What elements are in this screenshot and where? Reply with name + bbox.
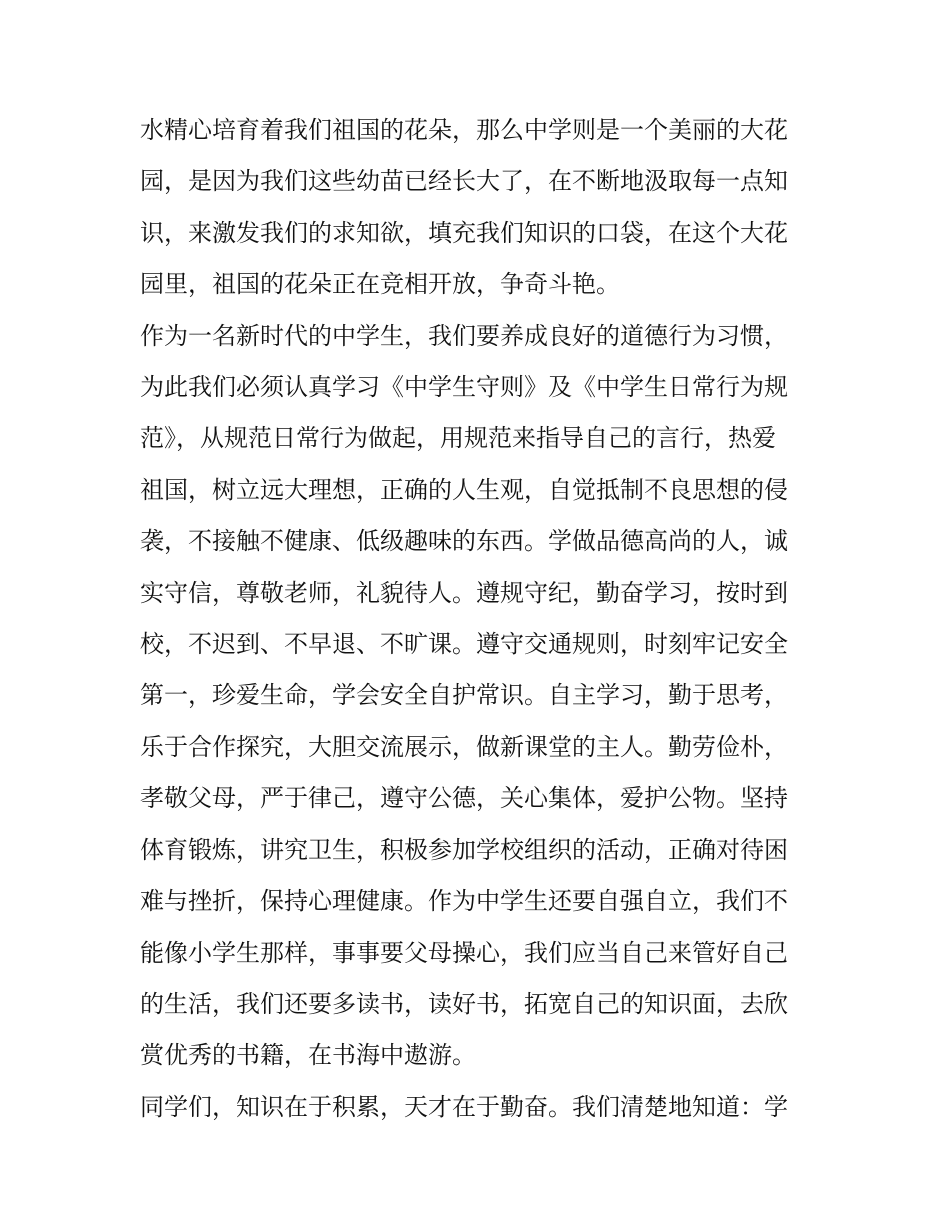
text-line: 水精心培育着我们祖国的花朵，那么中学则是一个美丽的大花 bbox=[140, 116, 788, 144]
text-line: 校，不迟到、不早退、不旷课。遵守交通规则，时刻牢记安全 bbox=[140, 630, 788, 659]
text-line: 的生活，我们还要多读书，读好书，拓宽自己的知识面，去欣 bbox=[140, 989, 788, 1018]
text-line: 乐于合作探究，大胆交流展示，做新课堂的主人。勤劳俭朴， bbox=[140, 732, 788, 761]
text-line: 能像小学生那样，事事要父母操心，我们应当自己来管好自己 bbox=[140, 938, 788, 967]
text-line: 园，是因为我们这些幼苗已经长大了，在不断地汲取每一点知 bbox=[140, 167, 788, 196]
text-line: 第一，珍爱生命，学会安全自护常识。自主学习，勤于思考， bbox=[140, 681, 788, 710]
text-line: 袭，不接触不健康、低级趣味的东西。学做品德高尚的人，诚 bbox=[140, 527, 788, 556]
text-line: 园里，祖国的花朵正在竞相开放，争奇斗艳。 bbox=[140, 270, 620, 299]
text-line: 为此我们必须认真学习《中学生守则》及《中学生日常行为规 bbox=[140, 373, 788, 402]
text-line: 范》，从规范日常行为做起，用规范来指导自己的言行，热爱 bbox=[140, 424, 776, 453]
paragraph-2 bbox=[140, 311, 820, 1082]
text-line: 难与挫折，保持心理健康。作为中学生还要自强自立，我们不 bbox=[140, 887, 788, 916]
paragraph-3 bbox=[140, 1082, 820, 1133]
text-line: 孝敬父母，严于律己，遵守公德，关心集体，爱护公物。坚持 bbox=[140, 784, 788, 813]
text-line: 赏优秀的书籍，在书海中遨游。 bbox=[140, 1041, 476, 1070]
text-line: 祖国，树立远大理想，正确的人生观，自觉抵制不良思想的侵 bbox=[140, 475, 788, 504]
body-text bbox=[140, 105, 820, 1133]
text-line: 体育锻炼，讲究卫生，积极参加学校组织的活动，正确对待困 bbox=[140, 835, 788, 864]
paragraph-1 bbox=[140, 105, 820, 311]
text-line: 实守信，尊敬老师，礼貌待人。遵规守纪，勤奋学习，按时到 bbox=[140, 578, 788, 607]
text-line: 同学们，知识在于积累，天才在于勤奋。我们清楚地知道：学 bbox=[140, 1092, 788, 1121]
text-line: 作为一名新时代的中学生，我们要养成良好的道德行为习惯， bbox=[140, 321, 788, 350]
text-line: 识，来激发我们的求知欲，填充我们知识的口袋，在这个大花 bbox=[140, 218, 788, 247]
